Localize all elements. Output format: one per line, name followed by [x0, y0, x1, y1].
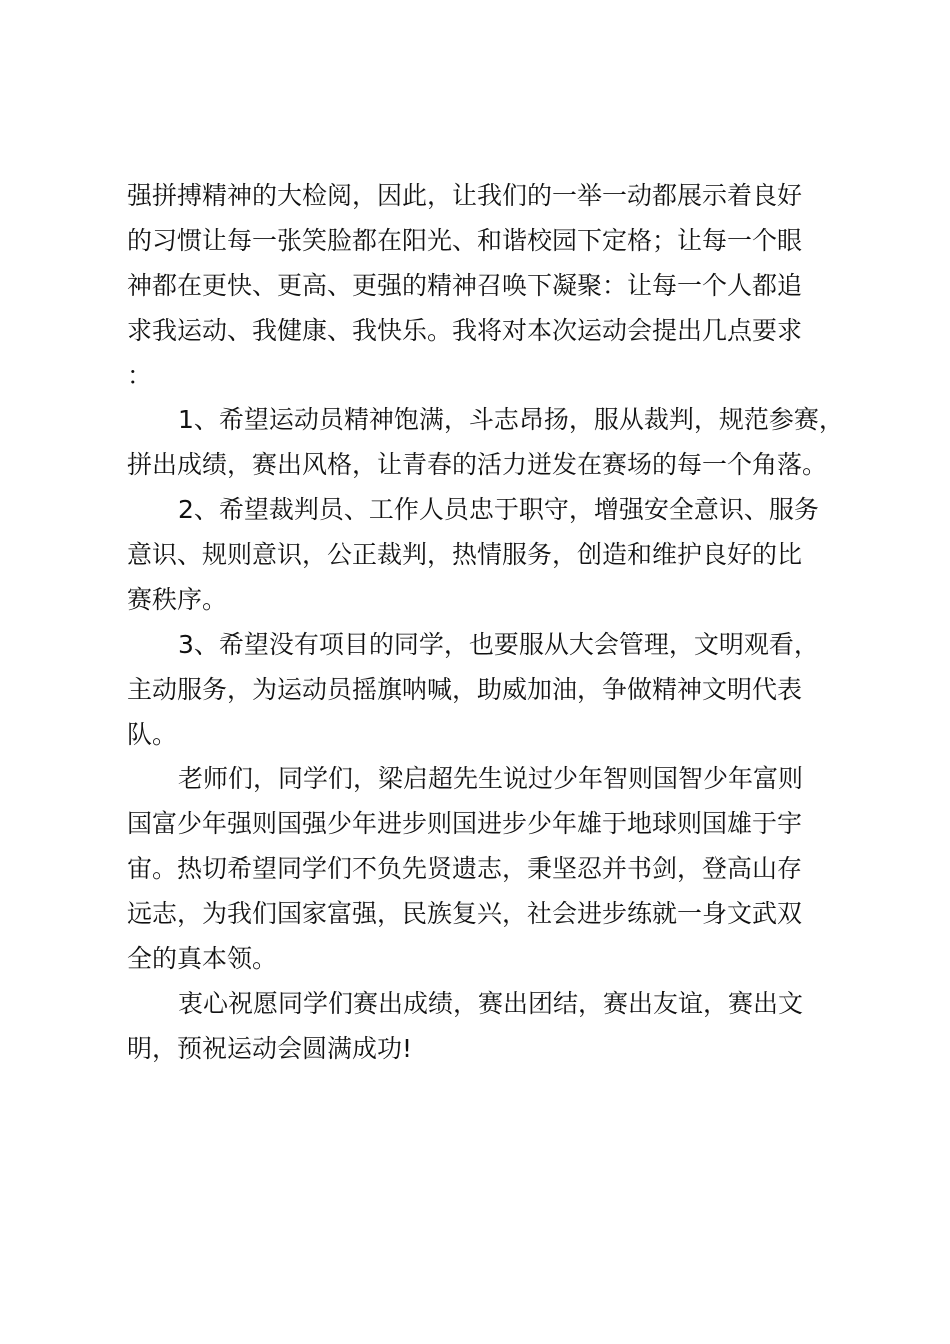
paragraph-start: 衷心祝愿同学们赛出成绩，赛出团结，赛出友谊，赛出文 — [178, 989, 804, 1018]
text-line: 强拼搏精神的大检阅，因此，让我们的一举一动都展示着良好 — [127, 181, 803, 210]
list-item-2: 2、希望裁判员、工作人员忠于职守，增强安全意识、服务 — [178, 495, 819, 524]
text-line: ： — [127, 361, 153, 390]
text-line: 主动服务，为运动员摇旗呐喊，助威加油，争做精神文明代表 — [127, 675, 803, 704]
text-line: 全的真本领。 — [127, 944, 278, 973]
paragraph-start: 老师们，同学们，梁启超先生说过少年智则国智少年富则 — [178, 764, 804, 793]
text-line: 拼出成绩，赛出风格，让青春的活力迸发在赛场的每一个角落。 — [127, 450, 828, 479]
list-item-1: 1、希望运动员精神饱满，斗志昂扬，服从裁判，规范参赛， — [178, 405, 844, 434]
text-line: 的习惯让每一张笑脸都在阳光、和谐校园下定格；让每一个眼 — [127, 226, 803, 255]
text-line: 远志，为我们国家富强，民族复兴，社会进步练就一身文武双 — [127, 899, 803, 928]
list-item-3: 3、希望没有项目的同学，也要服从大会管理，文明观看， — [178, 630, 819, 659]
text-line: 赛秩序。 — [127, 585, 228, 614]
text-line: 国富少年强则国强少年进步则国进步少年雄于地球则国雄于宇 — [127, 809, 803, 838]
text-line: 队。 — [127, 720, 178, 749]
text-line: 宙。热切希望同学们不负先贤遗志，秉坚忍并书剑，登高山存 — [127, 854, 803, 883]
text-line: 意识、规则意识，公正裁判，热情服务，创造和维护良好的比 — [127, 540, 803, 569]
text-line: 神都在更快、更高、更强的精神召唤下凝聚：让每一个人都追 — [127, 271, 803, 300]
text-line: 求我运动、我健康、我快乐。我将对本次运动会提出几点要求 — [127, 316, 803, 345]
text-line: 明，预祝运动会圆满成功! — [127, 1034, 413, 1063]
